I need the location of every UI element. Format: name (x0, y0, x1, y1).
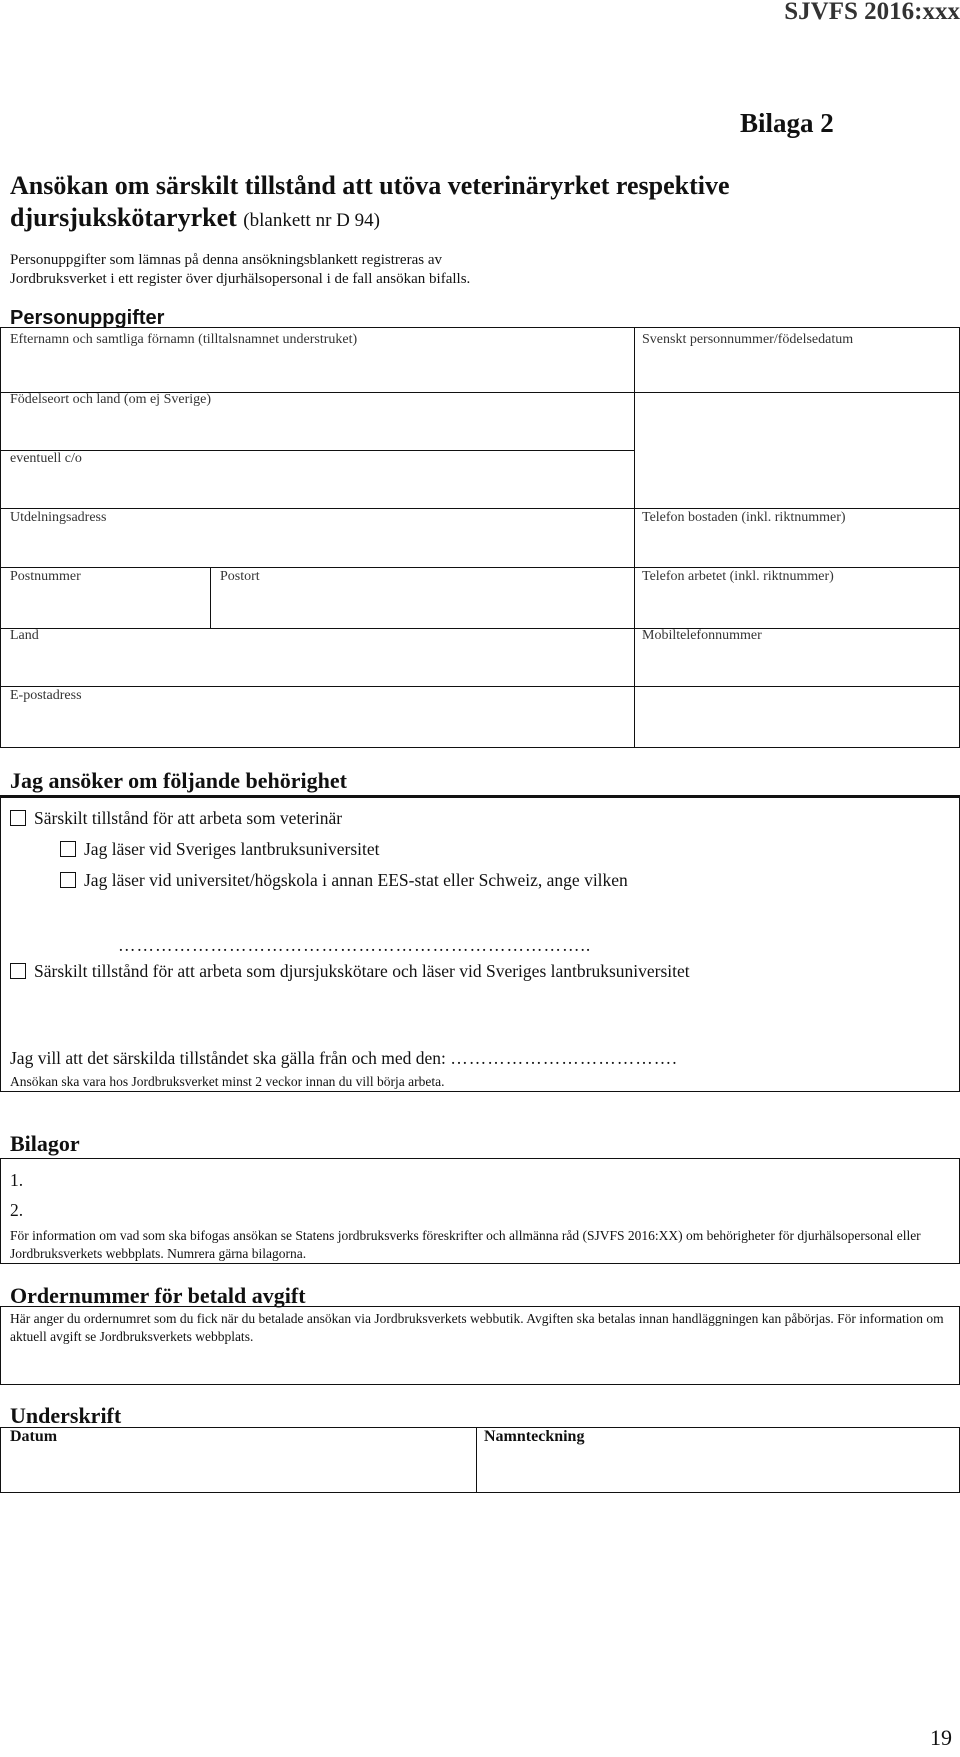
section-heading-behorighet: Jag ansöker om följande behörighet (10, 768, 347, 793)
field-datum[interactable]: Datum (10, 1428, 58, 1445)
field-epost[interactable]: E-postadress (10, 688, 82, 703)
field-personnummer[interactable]: Svenskt personnummer/födelsedatum (642, 332, 854, 347)
field-mobil[interactable]: Mobiltelefonnummer (642, 628, 762, 643)
option-ees (60, 870, 628, 891)
option-veterinar (10, 808, 342, 829)
section-heading-ordernummer: Ordernummer för betald avgift (10, 1283, 306, 1308)
field-telefon-arbete[interactable]: Telefon arbetet (inkl. riktnummer) (642, 569, 834, 584)
checkbox-ees[interactable] (60, 872, 76, 888)
section-heading-bilagor: Bilagor (10, 1131, 80, 1156)
form-title-main: Ansökan om särskilt tillstånd att utöva veterinäryrket respektive djursjukskötaryrket (10, 171, 730, 232)
section-heading-underskrift: Underskrift (10, 1403, 122, 1428)
option-slu (60, 839, 380, 860)
field-telefon-bostad[interactable]: Telefon bostaden (inkl. riktnummer) (642, 510, 846, 525)
field-fodelseort[interactable]: Födelseort och land (om ej Sverige) (10, 392, 212, 407)
bilaga-label: Bilaga 2 (740, 108, 834, 138)
option-ees-label: Jag läser vid universitet/högskola i annan EES-stat eller Schweiz, ange vilken (84, 870, 628, 890)
fran-och-med-field[interactable]: ………………………………. (450, 1048, 678, 1068)
field-utdelningsadress[interactable]: Utdelningsadress (10, 510, 107, 525)
form-number: (blankett nr D 94) (243, 210, 380, 231)
bilaga-item-1[interactable]: 1. (10, 1170, 24, 1190)
ees-fill-line[interactable]: ………………………………………………………………….. (118, 935, 592, 955)
option-djursjuk (10, 961, 690, 982)
personal-info-table (0, 327, 960, 748)
field-postort[interactable]: Postort (220, 569, 260, 584)
section-heading-personuppgifter: Personuppgifter (10, 307, 165, 329)
form-title (10, 170, 810, 237)
deadline-note: Ansökan ska vara hos Jordbruksverket minst 2 veckor innan du vill börja arbeta. (10, 1074, 445, 1089)
field-postnummer[interactable]: Postnummer (10, 569, 81, 584)
intro-text: Personuppgifter som lämnas på denna ansökningsblankett registreras av Jordbruksverket i ett register över djurhälsopersonal i de fall ansökan bifalls. (10, 252, 471, 287)
option-slu-label: Jag läser vid Sveriges lantbruksuniversitet (84, 839, 380, 859)
checkbox-veterinar[interactable] (10, 810, 26, 826)
page-number: 19 (930, 1725, 952, 1750)
checkbox-slu[interactable] (60, 841, 76, 857)
bilaga-item-2[interactable]: 2. (10, 1200, 24, 1220)
underskrift-box (0, 1427, 960, 1493)
field-namnteckning[interactable]: Namnteckning (484, 1428, 585, 1445)
checkbox-djursjuk[interactable] (10, 963, 26, 979)
option-veterinar-label: Särskilt tillstånd för att arbeta som veterinär (34, 808, 343, 828)
field-efternamn[interactable]: Efternamn och samtliga förnamn (tilltalsnamnet understruket) (10, 332, 358, 347)
ordernummer-info: Här anger du ordernumret som du fick när du betalade ansökan via Jordbruksverkets webbutik. Avgiften ska betalas innan handläggningen kan påbörjas. För information om aktuell avgift se Jordbruksverkets webbplats. (10, 1311, 944, 1344)
option-djursjuk-label: Särskilt tillstånd för att arbeta som djursjukskötare och läser vid Sveriges lantbruksuniversitet (34, 961, 690, 981)
fran-och-med-label: Jag vill att det särskilda tillståndet ska gälla från och med den: (10, 1048, 446, 1068)
field-co[interactable]: eventuell c/o (10, 451, 82, 466)
document-id: SJVFS 2016:xxx (784, 0, 960, 25)
bilagor-info: För information om vad som ska bifogas ansökan se Statens jordbruksverks föreskrifter och allmänna råd (SJVFS 2016:XX) om behörigheter för djurhälsopersonal eller Jordbruksverkets webbplats. Numrera gärna bilagorna. (10, 1228, 921, 1261)
field-land[interactable]: Land (10, 628, 39, 643)
fran-och-med-row (10, 1048, 678, 1069)
